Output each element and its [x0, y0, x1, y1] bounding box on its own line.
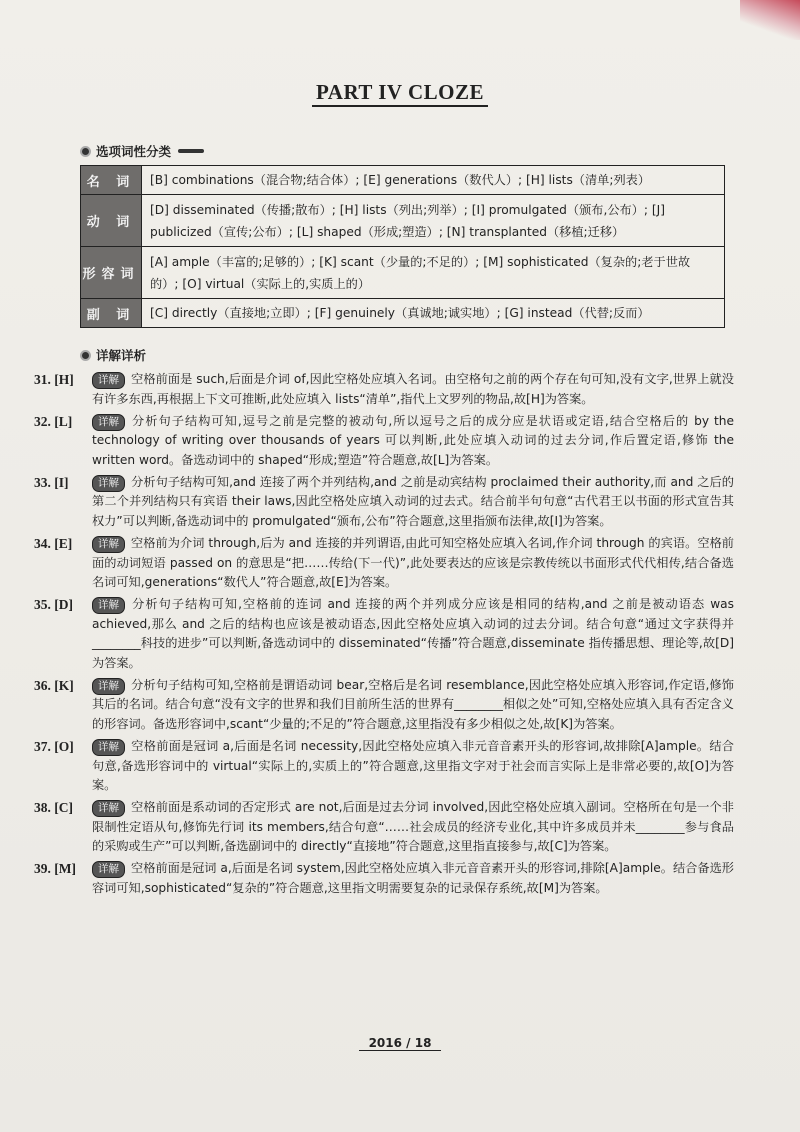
explain-badge: 详解	[92, 678, 125, 695]
explanation-text: 空格前面是冠词 a,后面是名词 necessity,因此空格处应填入非元音音素开头的形容词,故排除[A]ample。结合句意,备选形容词中的 virtual“实际上的,实质上的”符合题意,这里指文字对于社会而言实际上是非常必要的,故[O]为答案。	[92, 739, 734, 793]
pos-row	[81, 166, 725, 195]
answer-number: 31. [H]	[34, 372, 74, 387]
explanations-list	[34, 370, 734, 901]
explain-badge: 详解	[92, 861, 125, 878]
explanation-text: 空格前面是冠词 a,后面是名词 system,因此空格处应填入非元音音素开头的形容词,排除[A]ample。结合备选形容词可知,sophisticated“复杂的”符合题意,这里指文明需要复杂的记录保存系统,故[M]为答案。	[92, 861, 734, 895]
explanation-text: 空格前面是 such,后面是介词 of,因此空格处应填入名词。由空格句之前的两个存在句可知,没有文字,世界上就没有许多东西,再根据上下文可推断,此处应填入 lists“清单”,指代上文罗列的物品,故[H]为答案。	[92, 372, 734, 406]
underline-decoration	[178, 149, 204, 153]
page-title	[0, 80, 800, 105]
corner-decoration	[740, 0, 800, 40]
pos-row	[81, 299, 725, 328]
pos-category: 副 词	[81, 299, 142, 328]
explanation-text: 分析句子结构可知,and 连接了两个并列结构,and 之前是动宾结构 proclaimed their authority,而 and 之后的第二个并列结构只有宾语 their laws,因此空格处应填入动词的过去式。结合前半句句意“古代君王以书面的形式宣告其权力”可以判断,备选动词中的 promulgated“颁布,公布”符合题意,这里指颁布法律,故[I]为答案。	[92, 474, 734, 528]
list-item	[34, 473, 734, 532]
list-item	[34, 798, 734, 857]
pos-category: 形容词	[81, 247, 142, 299]
explain-badge: 详解	[92, 800, 125, 817]
explanation-text: 分析句子结构可知,空格前是谓语动词 bear,空格后是名词 resemblance,因此空格处应填入形容词,作定语,修饰其后的名词。结合句意“没有文字的世界和我们目前所生活的世界有________相似之处”可知,空格处应填入具有否定含义的形容词。备选形容词中,scant“少量的;不足的”符合题意,这里指没有多少相似之处,故[K]为答案。	[92, 677, 734, 732]
list-item	[34, 412, 734, 471]
explain-badge: 详解	[92, 414, 125, 431]
pos-words: [B] combinations（混合物;结合体）; [E] generations（数代人）; [H] lists（清单;列表）	[142, 166, 725, 195]
explanation-text: 空格前为介词 through,后为 and 连接的并列谓语,由此可知空格处应填入名词,作介词 through 的宾语。空格前面的动词短语 passed on 的意思是“把……传给(下一代)”,此处要表达的应该是宗教传统以书面形式代代相传,结合备选名词可知,generations“数代人”符合题意,故[E]为答案。	[92, 535, 734, 590]
pos-words: [D] disseminated（传播;散布）; [H] lists（列出;列举）; [I] promulgated（颁布,公布）; [J] publicized（宣传;公布）; [L] shaped（形成;塑造）; [N] transplanted（移植;迁移）	[142, 195, 725, 247]
pos-category: 动 词	[81, 195, 142, 247]
list-item	[34, 534, 734, 593]
list-item	[34, 370, 734, 409]
title-text: PART IV CLOZE	[312, 80, 488, 107]
pos-words: [C] directly（直接地;立即）; [F] genuinely（真诚地;诚实地）; [G] instead（代替;反而）	[142, 299, 725, 328]
explanation-text: 空格前面是系动词的否定形式 are not,后面是过去分词 involved,因此空格处应填入副词。空格所在句是一个非限制性定语从句,修饰先行词 its members,结合句意“……社会成员的经济专业化,其中许多成员并未________参与食品的采购或生产”可以判断,备选副词中的 directly“直接地”符合题意,这里指直接参与,故[C]为答案。	[92, 800, 734, 854]
explain-badge: 详解	[92, 739, 125, 756]
section-heading-pos	[80, 142, 204, 160]
list-item	[34, 595, 734, 673]
list-item	[34, 859, 734, 898]
pos-category: 名 词	[81, 166, 142, 195]
explanation-text: 分析句子结构可知,空格前的连词 and 连接的两个并列成分应该是相同的结构,and 之前是被动语态 was achieved,那么 and 之后的结构也应该是被动语态,因此空格处应填入动词的过去分词。结合句意“通过文字获得并________科技的进步”可以判断,备选动词中的 disseminated“传播”符合题意,disseminate 指传播思想、理论等,故[D]为答案。	[92, 597, 734, 670]
answer-number: 38. [C]	[34, 800, 73, 816]
section-heading-text: 选项词性分类	[96, 144, 172, 159]
page-number-text: 2016 / 18	[359, 1036, 442, 1051]
pos-row	[81, 195, 725, 247]
bullet-icon	[80, 146, 91, 157]
section-heading-explain	[80, 346, 146, 364]
bullet-icon	[80, 350, 91, 361]
pos-words: [A] ample（丰富的;足够的）; [K] scant（少量的;不足的）; [M] sophisticated（复杂的;老于世故的）; [O] virtual（实际上的,实质上的）	[142, 247, 725, 299]
page-number	[0, 1036, 800, 1050]
answer-number: 39. [M]	[34, 861, 76, 877]
answer-number: 32. [L]	[34, 413, 73, 429]
answer-number: 33. [I]	[34, 474, 69, 490]
explanation-text: 分析句子结构可知,逗号之前是完整的被动句,所以逗号之后的成分应是状语或定语,结合空格后的 by the technology of writing over thousands of years 可以判断,此处应填入动词的过去分词,作后置定语,修饰 the written word。备选动词中的 shaped“形成;塑造”符合题意,故[L]为答案。	[92, 413, 734, 467]
section-heading-text: 详解详析	[96, 348, 147, 363]
explain-badge: 详解	[92, 475, 125, 492]
answer-number: 35. [D]	[34, 597, 73, 613]
pos-table	[80, 165, 725, 328]
explain-badge: 详解	[92, 536, 125, 553]
answer-number: 34. [E]	[34, 535, 73, 551]
explain-badge: 详解	[92, 372, 125, 389]
list-item	[34, 676, 734, 735]
list-item	[34, 737, 734, 796]
answer-number: 37. [O]	[34, 739, 74, 755]
pos-row	[81, 247, 725, 299]
explain-badge: 详解	[92, 597, 125, 614]
answer-number: 36. [K]	[34, 677, 74, 693]
